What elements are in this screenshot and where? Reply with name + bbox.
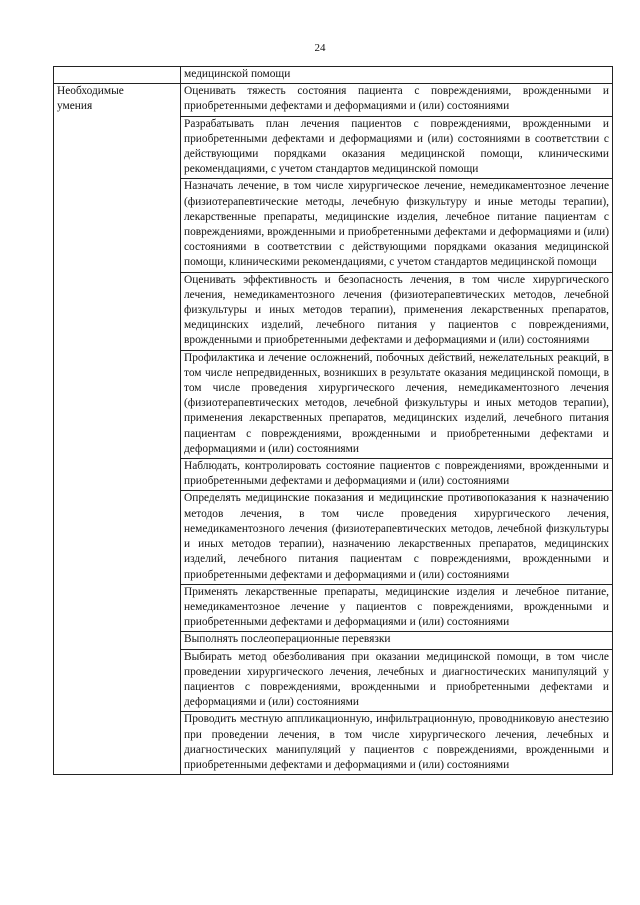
section-label-line: умения [57,100,93,113]
skill-text: Профилактика и лечение осложнений, побочных действий, нежелательных реакций, в том числе непредвиденных, возникших в результате оказания медицинской помощи, в том числе проведения хирургического лечения, немедикаментозного лечения (физиотерапевтических методов, лечебной физкультуры и иных методов терапии), применения лекарственных препаратов, медицинских изделий, лечебного питания пациентам с повреждениями, врожденными и приобретенными дефектами и деформациями и (или) состояниями [181,350,613,458]
skill-text: Выполнять послеоперационные перевязки [181,632,613,649]
table-row-continuation [54,67,613,84]
skill-text: Проводить местную аппликационную, инфильтрационную, проводниковую анестезию при проведении лечения, в том числе хирургического лечения, лечебных и диагностических манипуляций у пациентов с повреждениями, врожденными и приобретенными дефектами и деформациями и (или) состояниями [181,712,613,775]
skill-text: Наблюдать, контролировать состояние пациентов с повреждениями, врожденными и приобретенными дефектами и деформациями и (или) состояниями [181,459,613,491]
row-label-empty [54,67,181,84]
skill-text: Выбирать метод обезболивания при оказании медицинской помощи, в том числе проведении хирургического лечения, лечебных и диагностических манипуляций у пациентов с повреждениями, врожденными и приобретенными дефектами и деформациями и (или) состояниями [181,649,613,712]
skill-text: Определять медицинские показания и медицинские противопоказания к назначению методов лечения, в том числе проведения хирургического лечения, немедикаментозного лечения (физиотерапевтических методов, лечебной физкультуры и иных методов терапии), назначению лекарственных препаратов, медицинских изделий, лечебного питания пациентам с повреждениями, врожденными и приобретенными дефектами и деформациями и (или) состояниями [181,491,613,584]
skill-text: Применять лекарственные препараты, медицинские изделия и лечебное питание, немедикаментозное лечение у пациентов с повреждениями, врожденными и приобретенными дефектами и деформациями и (или) состояниями [181,584,613,632]
skills-table [53,66,613,775]
row-text: медицинской помощи [181,67,613,84]
skill-text: Оценивать эффективность и безопасность лечения, в том числе хирургического лечения, немедикаментозного лечения (физиотерапевтических методов, лечебной физкультуры и иных методов терапии), применения лекарственных препаратов, медицинских изделий, лечебного питания у пациентов с повреждениями, врожденными и приобретенными дефектами и деформациями и (или) состояниями [181,272,613,350]
section-label [54,84,181,775]
section-label-line: Необходимые [57,85,124,98]
skill-text: Оценивать тяжесть состояния пациента с повреждениями, врожденными и приобретенными дефектами и деформациями и (или) состояниями [181,84,613,116]
skill-text: Разрабатывать план лечения пациентов с повреждениями, врожденными и приобретенными дефектами и деформациями и (или) состояниями в соответствии с действующими порядками оказания медицинской помощи, клиническими рекомендациями, с учетом стандартов медицинской помощи [181,116,613,179]
page-number: 24 [314,42,326,54]
skill-text: Назначать лечение, в том числе хирургическое лечение, немедикаментозное лечение (физиотерапевтические методы, лечебную физкультуру и иные методы терапии), лекарственные препараты, медицинские изделия, лечебное питание пациентам с повреждениями, врожденными и приобретенными дефектами и деформациями и (или) состояниями в соответствии с действующими порядками оказания медицинской помощи, клиническими рекомендациями, с учетом стандартов медицинской помощи [181,179,613,272]
table-row [54,84,613,116]
skills-table-body [54,67,613,775]
